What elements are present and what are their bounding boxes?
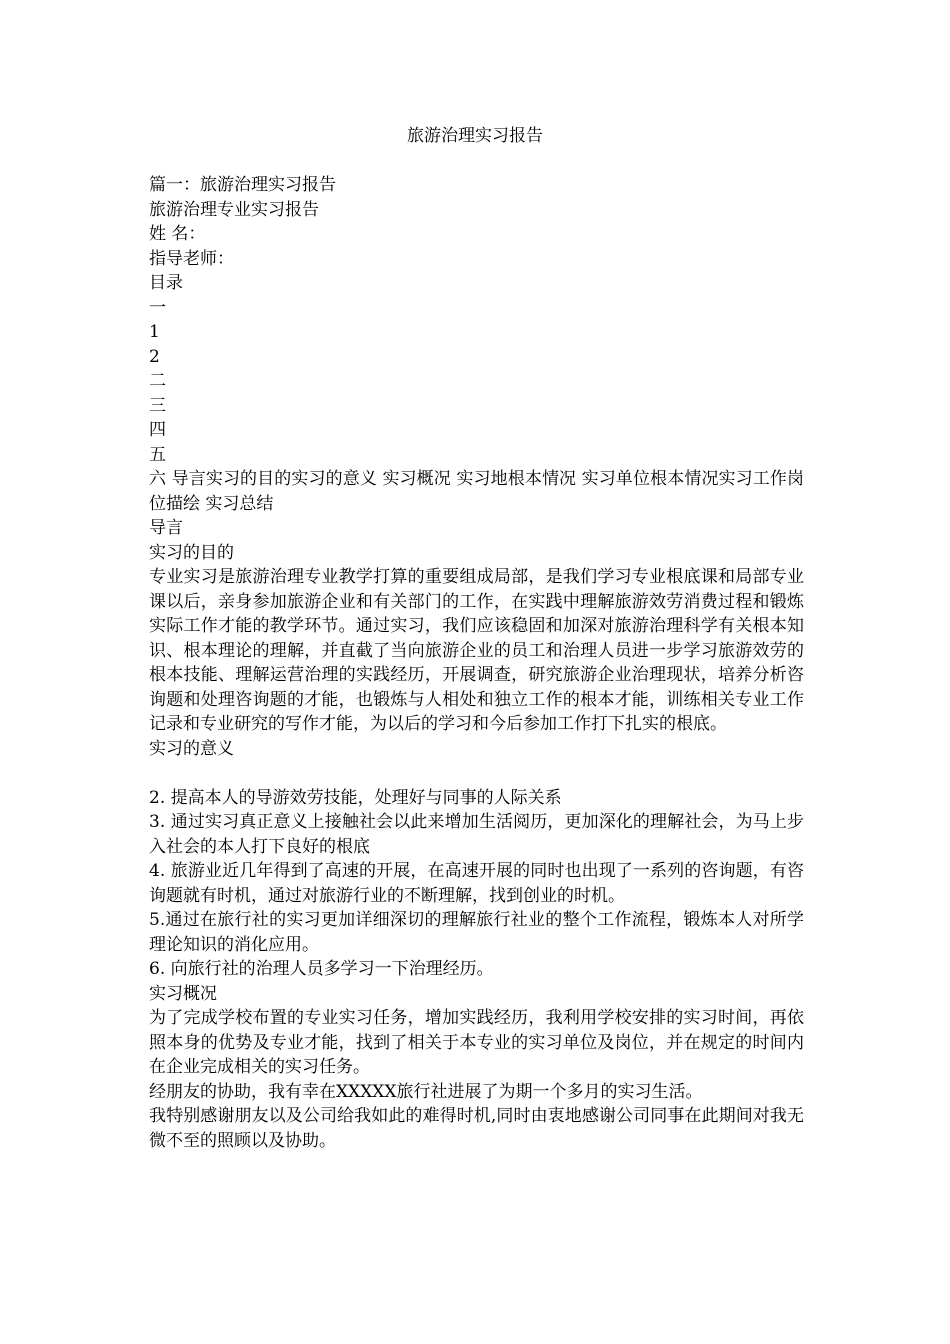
meaning-item: 6. 向旅行社的治理人员多学习一下治理经历。 [149,959,494,979]
toc-item: 三 [149,395,166,416]
toc-item: 2 [149,346,160,367]
purpose-paragraph: 专业实习是旅游治理专业教学打算的重要组成局部，是我们学习专业根底课和局部专业课以后，亲身参加旅游企业和有关部门的工作，在实践中理解旅游效劳消费过程和锻炼实际工作才能的教学环节。通过实习，我们应该稳固和加深对旅游治理科学有关根本知识、根本理论的理解，并直截了当向旅游企业的员工和治理人员进一步学习旅游效劳的根本技能、理解运营治理的实践经历，开展调查，研究旅游企业治理现状，培养分析咨询题和处理咨询题的才能，也锻炼与人相处和独立工作的根本才能，训练相关专业工作记录和专业研究的写作才能，为以后的学习和今后参加工作打下扎实的根底。 [149,567,804,734]
header-line: 篇一：旅游治理实习报告 [149,175,336,195]
meaning-item: 5.通过在旅行社的实习更加详细深切的理解旅行社业的整个工作流程，锻炼本人对所学理论知识的消化应用。 [149,910,804,955]
meaning-item: 2. 提高本人的导游效劳技能，处理好与同事的人际关系 [149,787,562,808]
header-line: 旅游治理专业实习报告 [149,199,319,220]
toc-line: 六 导言实习的目的实习的意义 实习概况 实习地根本情况 实习单位根本情况实习工作岗位描绘 实习总结 [149,469,804,514]
document-body [149,173,804,1153]
blank-line [149,761,804,786]
header-line: 姓 名： [149,224,206,244]
meaning-item: 4. 旅游业近几年得到了高速的开展，在高速开展的同时也出现了一系列的咨询题，有咨询题就有时机，通过对旅游行业的不断理解，找到创业的时机。 [149,861,804,906]
section-heading-intro: 导言 [149,518,183,538]
overview-paragraph: 为了完成学校布置的专业实习任务，增加实践经历，我利用学校安排的实习时间，再依照本身的优势及专业才能，找到了相关于本专业的实习单位及岗位，并在规定的时间内在企业完成相关的实习任务。 [149,1008,804,1077]
toc-item: 一 [149,297,166,318]
meaning-item: 3. 通过实习真正意义上接触社会以此来增加生活阅历，更加深化的理解社会，为马上步入社会的本人打下良好的根底 [149,812,804,857]
toc-item: 1 [149,322,160,342]
toc-item: 五 [149,444,166,465]
toc-item: 四 [149,420,166,440]
toc-item: 二 [149,371,166,391]
toc-heading: 目录 [149,273,183,293]
overview-paragraph: 我特别感谢朋友以及公司给我如此的难得时机,同时由衷地感谢公司同事在此期间对我无微不至的照顾以及协助。 [149,1106,804,1151]
section-heading-overview: 实习概况 [149,983,217,1004]
document-title: 旅游治理实习报告 [407,126,543,146]
overview-paragraph: 经朋友的协助，我有幸在XXXXX旅行社进展了为期一个多月的实习生活。 [149,1081,703,1102]
header-line: 指导老师： [149,248,234,269]
section-heading-purpose: 实习的目的 [149,542,234,563]
section-heading-meaning: 实习的意义 [149,738,234,759]
